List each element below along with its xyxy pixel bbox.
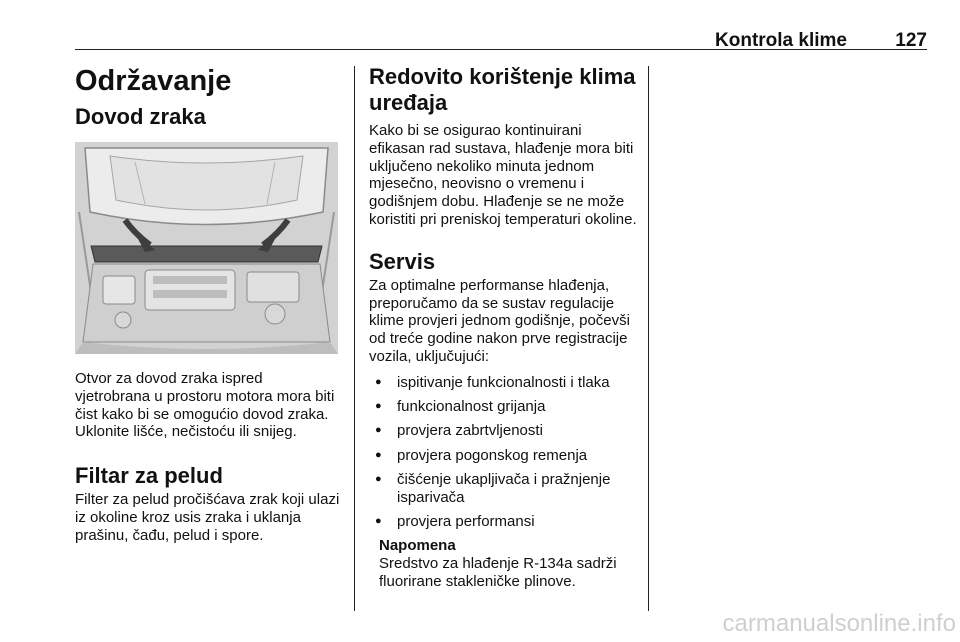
- list-item: ● provjera zabrtvljenosti: [369, 422, 637, 440]
- engine-bay-drawing: [75, 142, 338, 354]
- column-middle: [369, 64, 637, 591]
- list-item: ● funkcionalnost grijanja: [369, 398, 637, 416]
- note-title: Napomena: [379, 537, 456, 555]
- column-left: [75, 64, 340, 545]
- filter-text: Filter za pelud pročišćava zrak koji ulazi iz okoline kroz usis zraka i uklanja prašinu, čađu, pelud i spore.: [75, 491, 340, 544]
- list-item: ● provjera performansi: [369, 513, 637, 531]
- servis-text: Za optimalne performanse hlađenja, preporučamo da se sustav regulacije klime provjeri jednom godišnje, počevši od treće godine nakon prve registracije vozila, uključujući:: [369, 276, 630, 365]
- intake-caption: Otvor za dovod zraka ispred vjetrobrana u prostoru motora mora biti čist kako bi se omogućio dovod zraka. Uklonite lišće, nečistoću ili snijeg.: [75, 370, 335, 441]
- list-item: ● čišćenje ukapljivača i pražnjenje isparivača: [369, 471, 637, 507]
- page-number: 127: [895, 30, 927, 51]
- column-divider: [648, 66, 649, 611]
- section-heading: Održavanje: [75, 65, 232, 97]
- subsection-heading: Dovod zraka: [75, 104, 206, 129]
- watermark: carmanualsonline.info: [722, 610, 956, 637]
- engine-bay-illustration: [75, 142, 338, 354]
- usage-text: Kako bi se osigurao kontinuirani efikasan rad sustava, hlađenje mora biti uključeno nekoliko minuta jednom mjesečno, neovisno o vremenu i godišnjem dobu. Hlađenje se ne može koristiti pri preniskoj temperaturi okoline.: [369, 122, 637, 228]
- page-header: [75, 22, 927, 52]
- list-item: ● provjera pogonskog remenja: [369, 447, 637, 465]
- servis-checklist: [369, 374, 637, 531]
- header-rule: [75, 49, 927, 50]
- column-divider: [354, 66, 355, 611]
- subsection-heading: Filtar za pelud: [75, 463, 223, 489]
- subsection-heading: Redovito korištenje klima uređaja: [369, 64, 636, 115]
- header-title: Kontrola klime: [715, 30, 847, 51]
- subsection-heading: Servis: [369, 248, 436, 274]
- note-box: [369, 537, 637, 590]
- note-text: Sredstvo za hlađenje R-134a sadrži fluorirane stakleničke plinove.: [379, 555, 617, 590]
- list-item: ● ispitivanje funkcionalnosti i tlaka: [369, 374, 637, 392]
